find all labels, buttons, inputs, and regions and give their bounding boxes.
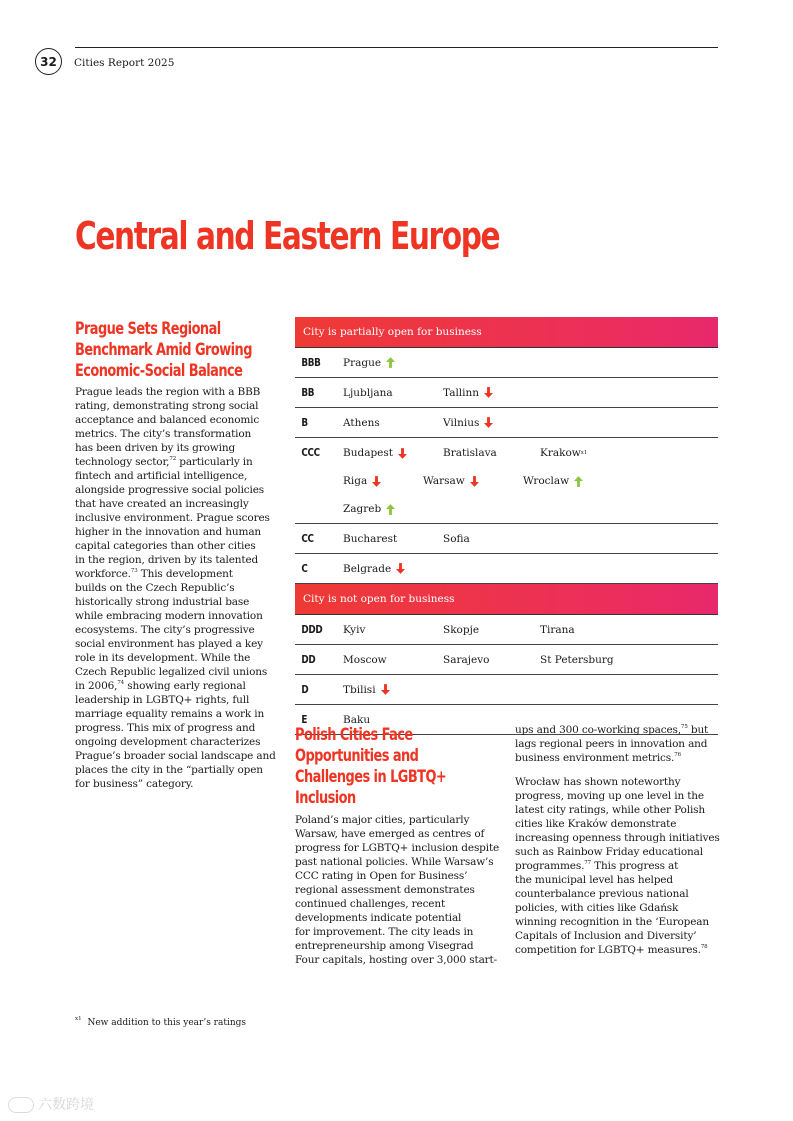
- rating-label: BB: [301, 386, 315, 399]
- text-line: CCC rating in Open for Business’: [295, 870, 468, 882]
- rating-label: C: [301, 562, 308, 575]
- table-row: [295, 675, 718, 705]
- city-cell: [343, 409, 443, 437]
- arrow-down-icon: [398, 448, 407, 459]
- text-line: policies, with cities like Gdańsk: [515, 902, 679, 914]
- report-title: Cities Report 2025: [74, 57, 175, 69]
- text-line: higher in the innovation and human: [75, 526, 262, 538]
- text-line: regional assessment demonstrates: [295, 884, 475, 896]
- city-cells: [343, 409, 718, 437]
- text-line: places the city in the “partially open: [75, 764, 263, 776]
- city-name: Sarajevo: [443, 653, 490, 666]
- city-cells: [343, 616, 718, 644]
- city-name: Skopje: [443, 623, 480, 636]
- city-name: Moscow: [343, 653, 387, 666]
- text-line: lags regional peers in innovation and: [515, 738, 708, 750]
- text-line: progress, moving up one level in the: [515, 790, 704, 802]
- text-line: programmes.$^{77}$ This progress at: [515, 860, 679, 872]
- arrow-down-icon: [372, 476, 381, 487]
- arrow-up-icon: [386, 357, 395, 368]
- city-name: Sofia: [443, 532, 470, 545]
- city-cell: [343, 616, 443, 644]
- prague-title-line: Benchmark Amid Growing: [75, 340, 252, 359]
- city-cells: [343, 525, 718, 553]
- rating-label: BBB: [301, 356, 321, 369]
- text-line: Capitals of Inclusion and Diversity’: [515, 930, 697, 942]
- text-line: workforce.$^{73}$ This development: [75, 568, 233, 580]
- text-line: alongside progressive social policies: [75, 484, 265, 496]
- text-line: past national policies. While Warsaw’s: [295, 856, 494, 868]
- text-line: ecosystems. The city’s progressive: [75, 624, 255, 636]
- table-row: [295, 378, 718, 408]
- text-line: increasing openness through initiatives: [515, 832, 720, 844]
- ratings-table: [295, 317, 718, 735]
- city-name: Krakow: [540, 447, 581, 459]
- text-line: ongoing development characterizes: [75, 736, 261, 748]
- city-name: Vilnius: [443, 416, 480, 429]
- footnote-ref: 74: [117, 680, 125, 686]
- city-cell: [443, 439, 540, 467]
- text-line: such as Rainbow Friday educational: [515, 846, 703, 858]
- table-row: [295, 645, 718, 675]
- band-not-open: City is not open for business: [295, 584, 718, 615]
- arrow-up-icon: [574, 476, 583, 487]
- city-name: Wroclaw: [523, 475, 570, 487]
- text-line: capital categories than other cities: [75, 540, 256, 552]
- rating-label: DDD: [301, 623, 323, 636]
- text-line: builds on the Czech Republic’s: [75, 582, 235, 594]
- text-line: counterbalance previous national: [515, 888, 689, 900]
- text-line: progress for LGBTQ+ inclusion despite: [295, 842, 500, 854]
- prague-body: [75, 385, 285, 791]
- text-line: winning recognition in the ‘European: [515, 916, 709, 928]
- text-line: in the region, driven by its talented: [75, 554, 259, 566]
- polish-title-line: Opportunities and: [295, 746, 419, 765]
- table-row: [295, 408, 718, 438]
- city-cell: [343, 555, 443, 583]
- footnote-ref: 73: [130, 568, 138, 574]
- text-line: has been driven by its growing: [75, 442, 236, 454]
- arrow-up-icon: [386, 504, 395, 515]
- arrow-down-icon: [470, 476, 479, 487]
- city-cell: [343, 439, 443, 467]
- city-name: Tbilisi: [343, 683, 376, 696]
- city-cells: [343, 438, 718, 523]
- text-line: leadership in LGBTQ+ rights, full: [75, 694, 250, 706]
- polish-body-col1: [295, 813, 507, 967]
- city-cells: [343, 555, 718, 583]
- city-cell: [343, 495, 446, 523]
- city-cells: [343, 646, 718, 674]
- footnote-ref: 72: [169, 456, 177, 462]
- city-cell: [343, 525, 443, 553]
- footnote-marker: x1: [75, 1016, 82, 1022]
- page-number: 32: [35, 48, 62, 75]
- city-cell: [443, 646, 540, 674]
- rating-label: DD: [301, 653, 316, 666]
- city-name: Bratislava: [443, 447, 497, 459]
- city-cell: Krakow x1: [540, 447, 588, 459]
- city-cell: [423, 467, 523, 495]
- city-name: Athens: [343, 416, 380, 429]
- text-line: latest city ratings, while other Polish: [515, 804, 705, 816]
- city-cell: [343, 467, 423, 495]
- city-name: Budapest: [343, 447, 394, 459]
- footnote-ref: 78: [700, 944, 708, 950]
- arrow-down-icon: [484, 417, 493, 428]
- city-name: Tallinn: [443, 386, 480, 399]
- text-line: the municipal level has helped: [515, 874, 673, 886]
- footnote-ref: 75: [680, 724, 688, 730]
- city-name: Bucharest: [343, 532, 398, 545]
- city-cell: [443, 525, 540, 553]
- city-name: Zagreb: [343, 503, 382, 515]
- band-partially-open: City is partially open for business: [295, 317, 718, 348]
- text-line: for business” category.: [75, 778, 194, 790]
- arrow-down-icon: [396, 563, 405, 574]
- footnote: [75, 1018, 246, 1028]
- text-line: metrics. The city’s transformation: [75, 428, 252, 440]
- text-line: fintech and artificial intelligence,: [75, 470, 248, 482]
- partial-rows: [295, 348, 718, 584]
- not-open-rows: [295, 615, 718, 735]
- text-line: inclusive environment. Prague scores: [75, 512, 270, 524]
- arrow-down-icon: [484, 387, 493, 398]
- text-line: for improvement. The city leads in: [295, 926, 474, 938]
- city-cell: [343, 349, 443, 377]
- arrow-down-icon: [381, 684, 390, 695]
- text-line: Prague’s broader social landscape and: [75, 750, 276, 762]
- city-name: Baku: [343, 713, 371, 726]
- text-line: continued challenges, recent: [295, 898, 446, 910]
- city-name: Tirana: [540, 623, 575, 636]
- polish-title-line: Inclusion: [295, 788, 356, 807]
- prague-title-line: Prague Sets Regional: [75, 319, 221, 338]
- city-name: Riga: [343, 475, 368, 487]
- table-row: [295, 524, 718, 554]
- text-line: while embracing modern innovation: [75, 610, 263, 622]
- city-cells: [343, 349, 718, 377]
- text-line: progress. This mix of progress and: [75, 722, 256, 734]
- city-name: Ljubljana: [343, 386, 393, 399]
- table-row: [295, 615, 718, 645]
- city-cell: [540, 646, 643, 674]
- polish-title-line: Challenges in LGBTQ+: [295, 767, 447, 786]
- city-cell: [343, 646, 443, 674]
- polish-body-col2: [515, 723, 725, 967]
- polish-title-line: Polish Cities Face: [295, 725, 413, 744]
- city-cells: [343, 379, 718, 407]
- text-line: marriage equality remains a work in: [75, 708, 265, 720]
- city-cell: [343, 676, 443, 704]
- city-name: Belgrade: [343, 562, 392, 575]
- prague-title-line: Economic-Social Balance: [75, 361, 243, 380]
- text-line: historically strong industrial base: [75, 596, 250, 608]
- text-line: that have created an increasingly: [75, 498, 249, 510]
- rating-label: CC: [301, 532, 314, 545]
- text-line: developments indicate potential: [295, 912, 462, 924]
- city-name: Kyiv: [343, 623, 366, 636]
- text-line: rating, demonstrating strong social: [75, 400, 259, 412]
- rating-label: E: [301, 713, 308, 726]
- text-line: Four capitals, hosting over 3,000 start-: [295, 954, 498, 966]
- polish-section-title: [295, 724, 446, 808]
- text-line: business environment metrics.$^{76}$: [515, 752, 681, 764]
- city-cell: [523, 467, 620, 495]
- text-line: entrepreneurship among Visegrad: [295, 940, 474, 952]
- polish-paragraph: [515, 775, 725, 957]
- polish-paragraph: [515, 723, 725, 765]
- page-title: Central and Eastern Europe: [75, 214, 500, 258]
- city-cell: [343, 379, 443, 407]
- text-line: Poland’s major cities, particularly: [295, 814, 470, 826]
- watermark-logo-icon: [8, 1097, 34, 1113]
- table-row: [295, 348, 718, 378]
- footnote-ref: 76: [674, 752, 681, 758]
- prague-section-title: [75, 318, 252, 381]
- city-name: Warsaw: [423, 475, 465, 487]
- rating-label: CCC: [301, 446, 320, 459]
- text-line: ups and 300 co-working spaces,$^{75}$ but: [515, 724, 709, 736]
- footnote-text: New addition to this year’s ratings: [87, 1018, 247, 1028]
- city-cell: [443, 409, 540, 437]
- text-line: social environment has played a key: [75, 638, 263, 650]
- rating-label: D: [301, 683, 309, 696]
- text-line: Warsaw, have emerged as centres of: [295, 828, 485, 840]
- city-name: St Petersburg: [540, 653, 614, 666]
- text-line: Wrocław has shown noteworthy: [515, 776, 681, 788]
- city-cell: [540, 616, 643, 644]
- text-line: role in its development. While the: [75, 652, 251, 664]
- city-cells: [343, 676, 718, 704]
- footnote-ref: 77: [584, 860, 591, 866]
- text-line: in 2006,74 showing early regional: [75, 680, 246, 692]
- text-line: Czech Republic legalized civil unions: [75, 666, 268, 678]
- text-line: competition for LGBTQ+ measures.$^{78}$: [515, 944, 708, 956]
- header-rule: [75, 47, 718, 48]
- city-name: Prague: [343, 356, 382, 369]
- watermark-text: 六数跨境: [38, 1097, 94, 1113]
- text-line: cities like Kraków demonstrate: [515, 818, 677, 830]
- city-cell: [443, 379, 540, 407]
- text-line: Prague leads the region with a BBB: [75, 386, 261, 398]
- watermark: [8, 1094, 94, 1114]
- table-row: [295, 438, 718, 524]
- rating-label: B: [301, 416, 308, 429]
- text-line: acceptance and balanced economic: [75, 414, 260, 426]
- text-line: technology sector,$^{72}$ particularly in: [75, 456, 253, 468]
- table-row: [295, 554, 718, 584]
- city-cell: [443, 616, 540, 644]
